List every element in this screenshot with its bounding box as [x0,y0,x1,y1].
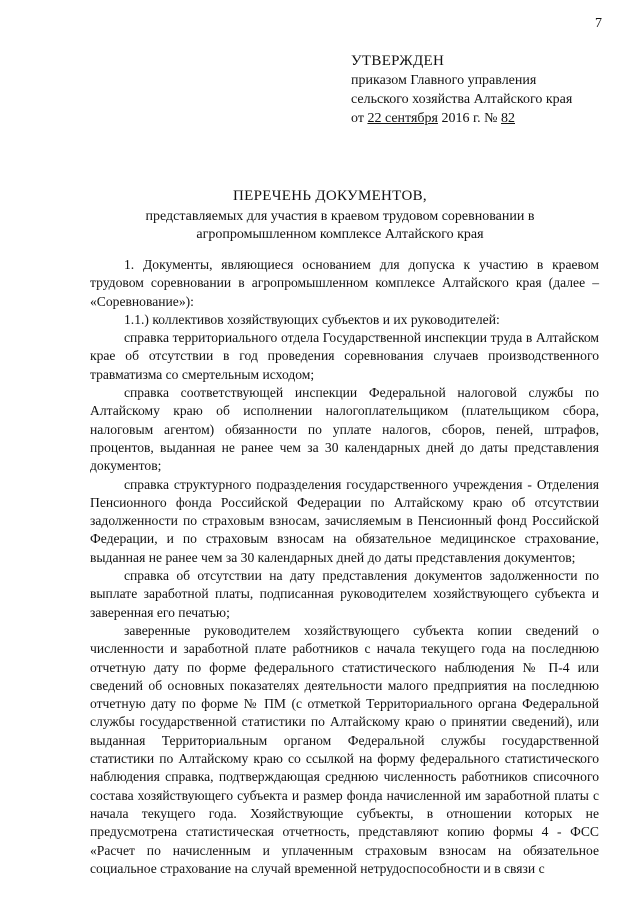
approval-year: 2016 г. № [437,111,501,126]
document-body [90,256,599,878]
paragraph-labor-inspection: справка территориального отдела Государственной инспекции труда в Алтайском крае об отсутствии в год проведения соревнования случаев производственного травматизма со смертельным исходом; [90,330,599,382]
paragraph-1: 1. Документы, являющиеся основанием для допуска к участию в краевом трудовом соревновании в агропромышленном комплексе Алтайского края (далее – «Соревнование»): [90,257,599,309]
paragraph-pension-fund: справка структурного подразделения государственного учреждения - Отделения Пенсионного фонда Российской Федерации по Алтайскому краю об отсутствии задолженности по страховым взносам, зачисляемым в Пенсионный фонд Российской Федерации, и по страховым взносам на обязательное медицинское страхование, выданная не ранее чем за 30 календарных дней до даты представления документов; [90,476,599,565]
approval-line-1: приказом Главного управления [351,73,537,88]
paragraph-1-1: 1.1.) коллективов хозяйствующих субъектов и их руководителей: [124,311,500,327]
document-title: ПЕРЕЧЕНЬ ДОКУМЕНТОВ, [233,188,427,204]
approval-title: УТВЕРЖДЕН [351,53,445,69]
paragraph-statistics: заверенные руководителем хозяйствующего субъекта копии сведений о численности и заработной плате работников с начала текущего года на последнюю отчетную дату по форме федерального статистического наблюдения № П-4 или сведений об основных показателях деятельности малого предприятия на последнюю отчетную дату по форме № ПМ (с отметкой Территориального органа Федеральной службы государственной статистики по Алтайскому краю о принятии сведений), или выданная Территориальным органом Федеральной службы государственной статистики по Алтайскому краю со ссылкой на форму федерального статистического наблюдения справка, подтверждающая среднюю численность работников списочного состава хозяйствующего субъекта и размер фонда начисленной им заработной платы с начала текущего года. Хозяйствующие субъекты, в отношении которых не предусмотрена статистическая отчетность, представляют копию формы 4 - ФСС «Расчет по начисленным и уплаченным страховым взносам на обязательное социальное страхование на случай временной нетрудоспособности и в связи с [90,622,599,876]
approval-line-2: сельского хозяйства Алтайского края [351,92,573,107]
paragraph-salary-debt: справка об отсутствии на дату представления документов задолженности по выплате заработной платы, подписанная руководителем хозяйствующего субъекта и заверенная его печатью; [90,568,599,620]
document-subtitle: представляемых для участия в краевом трудовом соревновании в агропромышленном комплексе Алтайского края [145,209,535,242]
approval-date-line [351,109,611,128]
approval-block [351,52,611,128]
paragraph-tax-service: справка соответствующей инспекции Федеральной налоговой службы по Алтайскому краю об исполнении налогоплательщиком (плательщиком сбора, налоговым агентом) обязанности по уплате налогов, сборов, пеней, штрафов, процентов, выданная не ранее чем за 30 календарных дней до даты представления документов; [90,385,599,474]
page-number: 7 [595,16,602,31]
approval-number: 82 [501,111,515,126]
approval-date: 22 сентября [367,111,438,126]
approval-date-prefix: от [351,111,368,126]
